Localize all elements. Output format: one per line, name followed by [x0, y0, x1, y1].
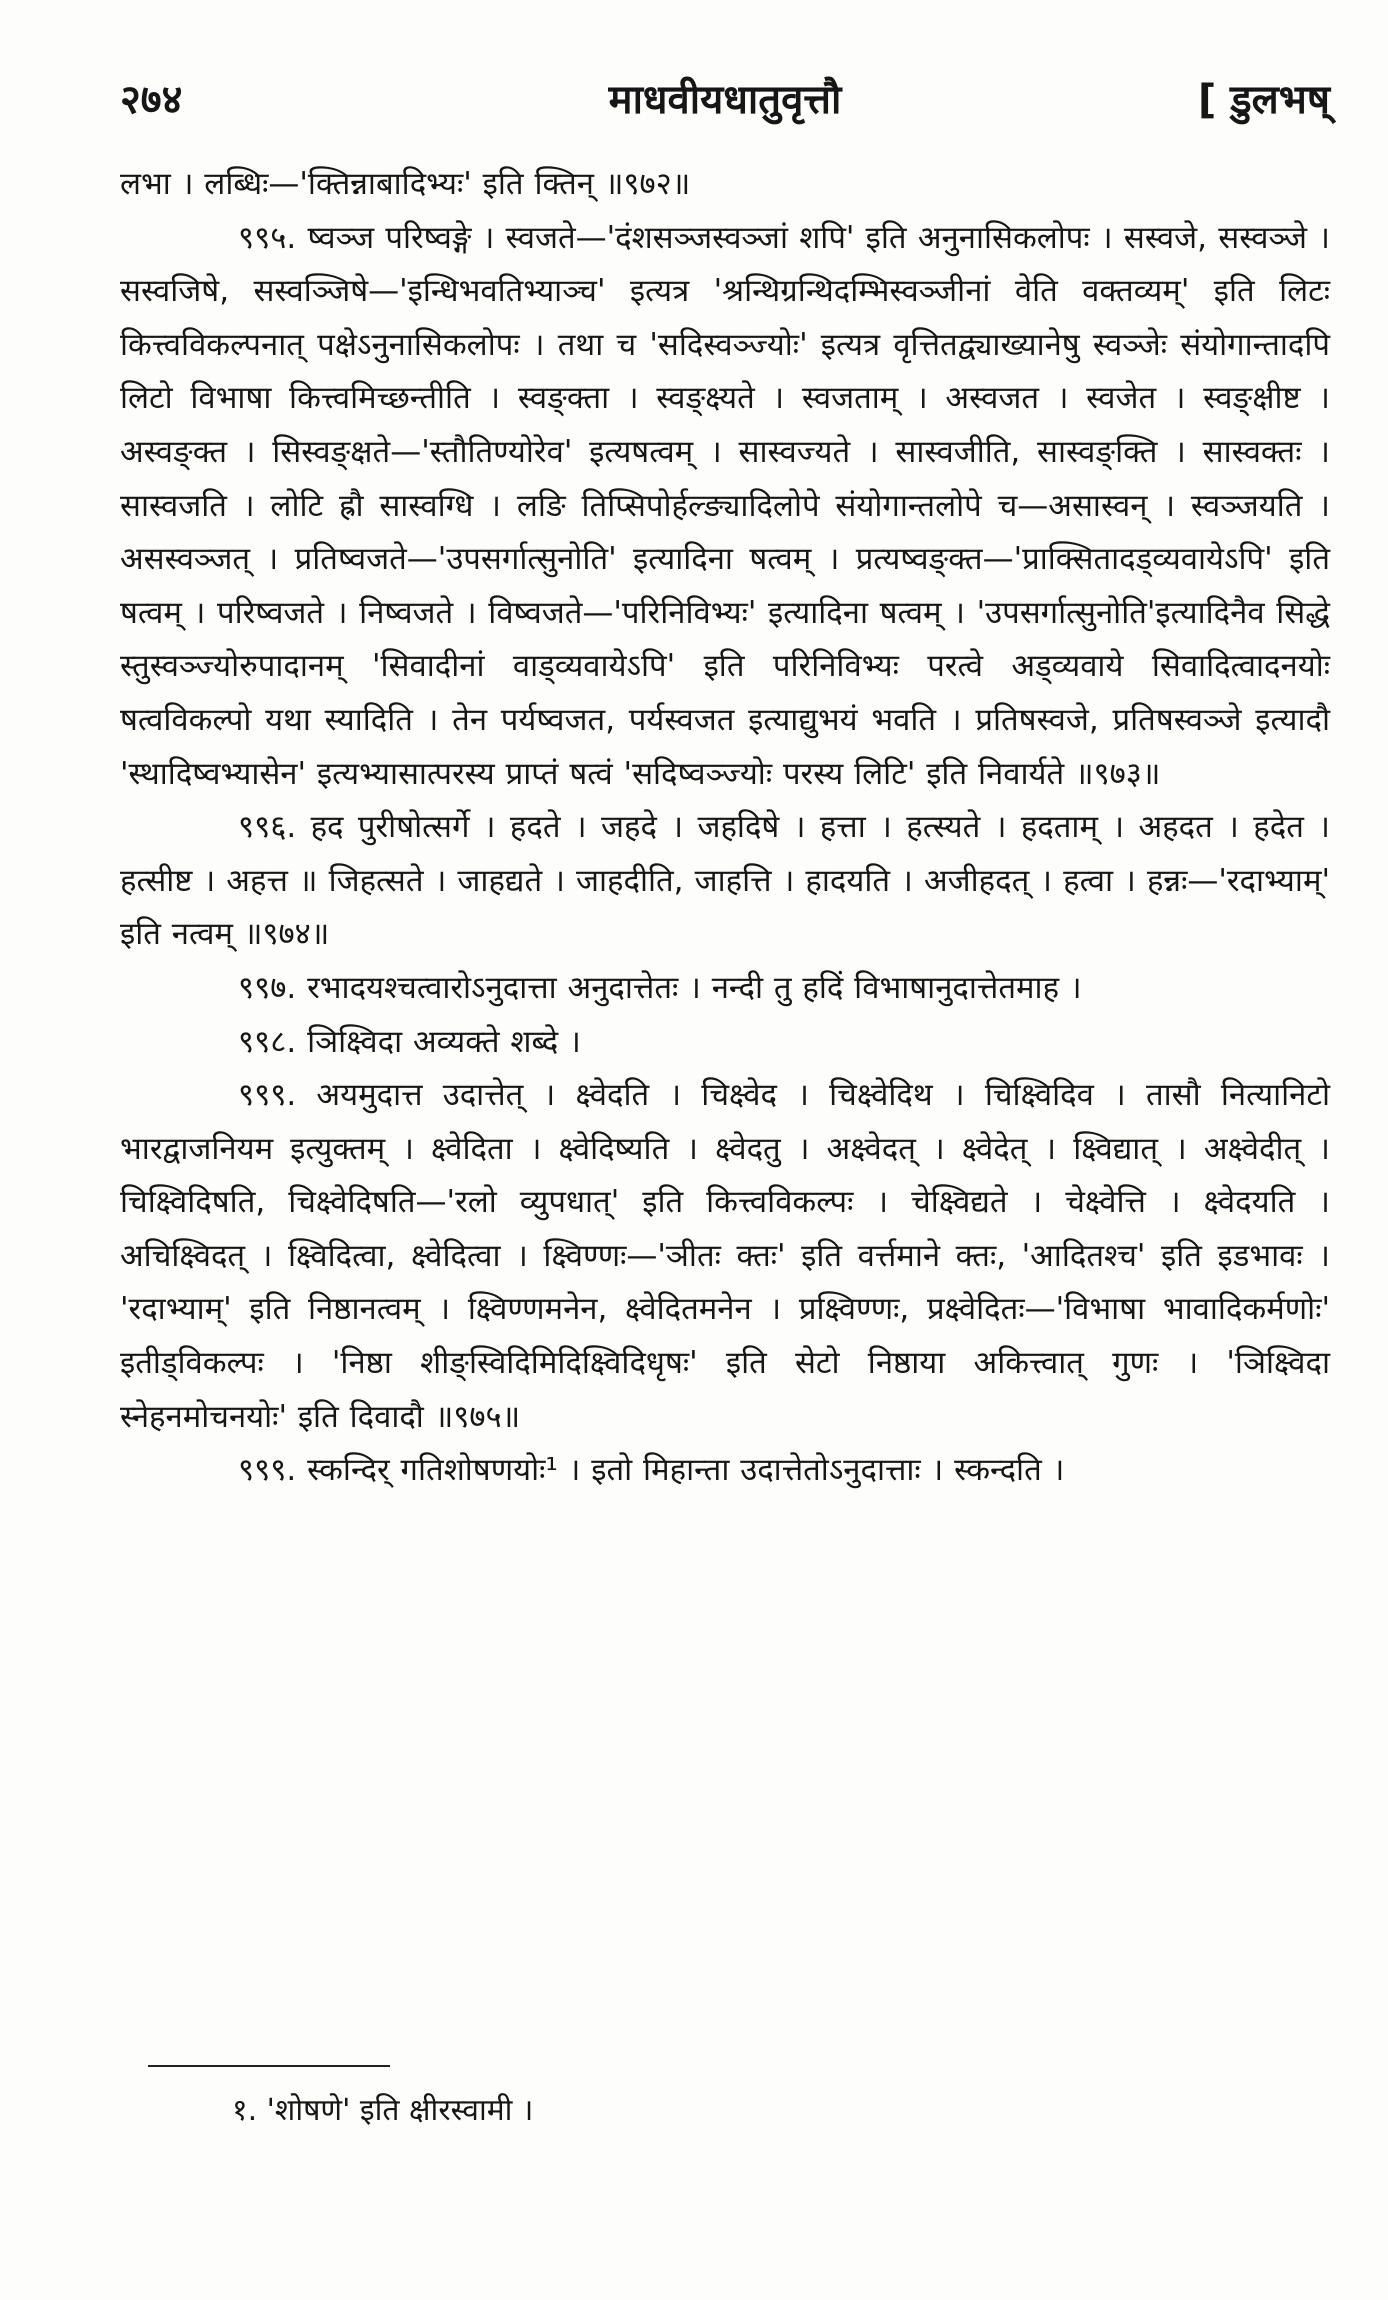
paragraph-974: ९९६. हद पुरीषोत्सर्गे । हदते । जहदे । जहदिषे । हत्ता । हत्स्यते । हदताम् । अहदत । हदेत । हत्सीष्ट । अहत्त ॥ जिहत्सते । जाहद्यते । जाहदीति, जाहत्ति । हादयति । अजीहदत् । हत्वा । हन्नः—'रदाभ्याम्' इति नत्वम् ॥९७४॥ — [120, 809, 1330, 953]
paragraph-972: लभा । लब्धिः—'क्तिन्नाबादिभ्यः' इति क्तिन् ॥९७२॥ — [120, 166, 691, 202]
paragraph-998: ९९८. ञिक्ष्विदा अव्यक्ते शब्दे । — [238, 1023, 581, 1060]
running-title: माधवीयधातुवृत्तौ — [608, 77, 842, 123]
footnote: १. 'शोषणे' इति क्षीरस्वामी । — [232, 2093, 534, 2128]
page-number: २७४ — [120, 77, 183, 123]
paragraph-975: ९९९. अयमुदात्त उदात्तेत् । क्ष्वेदति । चिक्ष्वेद । चिक्ष्वेदिथ । चिक्ष्विदिव । तासौ नित्यानिटो भारद्वाजनियम इत्युक्तम् । क्ष्वेदिता । क्ष्वेदिष्यति । क्ष्वेदतु । अक्ष्वेदत् । क्ष्वेदेत् । क्ष्विद्यात् । अक्ष्वेदीत् । चिक्ष्विदिषति, चिक्ष्वेदिषति—'रलो व्युपधात्' इति कित्त्वविकल्पः । चेक्ष्विद्यते । चेक्ष्वेत्ति । क्ष्वेदयति । अचिक्ष्विदत् । क्ष्विदित्वा, क्ष्वेदित्वा । क्ष्विण्णः—'ञीतः क्तः' इति वर्त्तमाने क्तः, 'आदितश्च' इति इडभावः । 'रदाभ्याम्' इति निष्ठानत्वम् । क्ष्विण्णमनेन, क्ष्वेदितमनेन । प्रक्ष्विण्णः, प्रक्ष्वेदितः—'विभाषा भावादिकर्मणोः' इतीड्विकल्पः । 'निष्ठा शीङ्स्विदिमिदिक्ष्विदिधृषः' इति सेटो निष्ठाया अकित्त्वात् गुणः । 'ञिक्ष्विदा स्नेहनमोचनयोः' इति दिवादौ ॥९७५॥ — [120, 1077, 1330, 1435]
paragraph-997: ९९७. रभादयश्चत्वारोऽनुदात्ता अनुदात्तेतः । नन्दी तु हदिं विभाषानुदात्तेतमाह । — [238, 969, 1082, 1006]
footnote-divider — [148, 2065, 390, 2067]
paragraph-973: ९९५. ष्वञ्ज परिष्वङ्गे । स्वजते—'दंशसञ्जस्वञ्जां शपि' इति अनुनासिकलोपः । सस्वजे, सस्वञ्जे । सस्वजिषे, सस्वञ्जिषे—'इन्धिभवतिभ्याञ्च' इत्यत्र 'श्रन्थिग्रन्थिदम्भिस्वञ्जीनां वेति वक्तव्यम्' इति लिटः कित्त्वविकल्पनात् पक्षेऽनुनासिकलोपः । तथा च 'सदिस्वञ्ज्योः' इत्यत्र वृत्तितद्व्याख्यानेषु स्वञ्जेः संयोगान्तादपि लिटो विभाषा कित्त्वमिच्छन्तीति । स्वङ्क्ता । स्वङ्क्ष्यते । स्वजताम् । अस्वजत । स्वजेत । स्वङ्क्षीष्ट । अस्वङ्क्त । सिस्वङ्क्षते—'स्तौतिण्योरेव' इत्यषत्वम् । सास्वज्यते । सास्वजीति, सास्वङ्क्ति । सास्वक्तः । सास्वजति । लोटि ह्रौ सास्वग्धि । लङि तिप्सिपोर्हल्ङ्यादिलोपे संयोगान्तलोपे च—असास्वन् । स्वञ्जयति । असस्वञ्जत् । प्रतिष्वजते—'उपसर्गात्सुनोति' इत्यादिना षत्वम् । प्रत्यष्वङ्क्त—'प्राक्सितादड्व्यवायेऽपि' इति षत्वम् । परिष्वजते । निष्वजते । विष्वजते—'परिनिविभ्यः' इत्यादिना षत्वम् । 'उपसर्गात्सुनोति'इत्यादिनैव सिद्धे स्तुस्वञ्ज्योरुपादानम् 'सिवादीनां वाड्व्यवायेऽपि' इति परिनिविभ्यः परत्वे अड्व्यवाये सिवादित्वादनयोः षत्वविकल्पो यथा स्यादिति । तेन पर्यष्वजत, पर्यस्वजत इत्याद्युभयं भवति । प्रतिषस्वजे, प्रतिषस्वञ्जे इत्यादौ 'स्थादिष्वभ्यासेन' इत्यभ्यासात्परस्य प्राप्तं षत्वं 'सदिष्वञ्ज्योः परस्य लिटि' इति निवार्यते ॥९७३॥ — [120, 219, 1330, 792]
section-heading: [ डुलभष् — [1198, 77, 1330, 123]
paragraph-skandir: ९९९. स्कन्दिर् गतिशोषणयोः¹ । इतो मिहान्ता उदात्तेतोऽनुदात्ताः । स्कन्दति । — [238, 1452, 1065, 1489]
page-header — [120, 70, 1330, 130]
body-text — [120, 158, 1330, 1498]
